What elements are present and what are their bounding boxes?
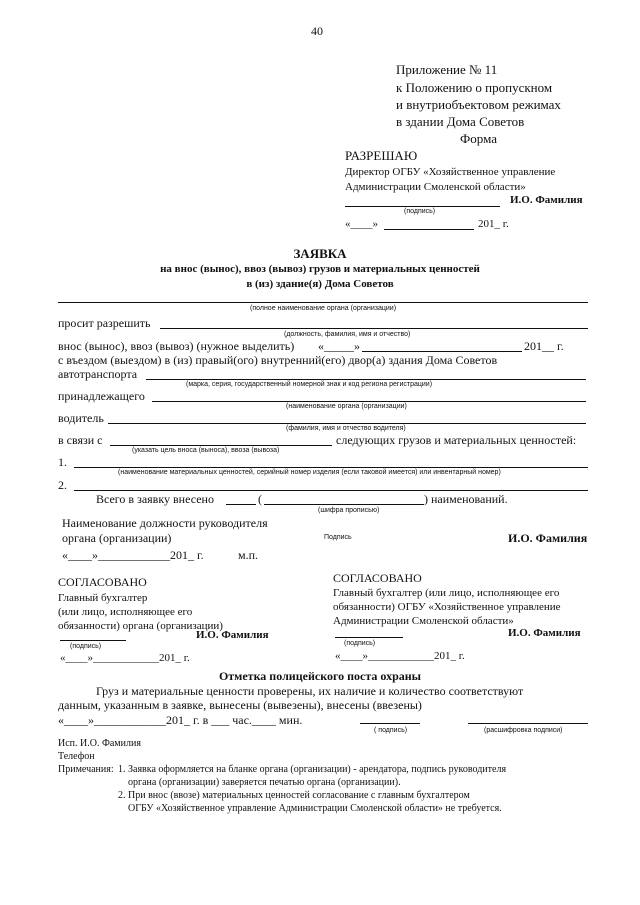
total-open-paren: ( [258, 492, 262, 506]
document-title: ЗАЯВКА [293, 246, 347, 261]
driver-line [108, 423, 586, 424]
approval-signature-line [345, 206, 500, 207]
agreed-right-name: И.О. Фамилия [508, 627, 581, 639]
total-count-line [226, 504, 256, 505]
document-subtitle-2: в (из) здание(я) Дома Советов [246, 278, 394, 290]
agreed-left-date: «____»____________201_ г. [60, 652, 190, 664]
agreed-right-line-2: обязанности) ОГБУ «Хозяйственное управление [333, 601, 561, 613]
agreed-right-line-1: Главный бухгалтер (или лицо, исполняющее его [333, 587, 560, 599]
police-decode-line [468, 723, 588, 724]
police-time: «____»____________201_ г. в ___ час.____ мин. [58, 713, 303, 727]
agreed-left-signature-line [60, 640, 126, 641]
approval-line-2: Администрации Смоленской области» [345, 181, 526, 193]
agreed-left-line-1: Главный бухгалтер [58, 592, 148, 604]
agreed-left-signature-caption: (подпись) [70, 643, 102, 650]
reason-tail: следующих грузов и материальных ценностей: [336, 433, 577, 447]
approval-line-1: Директор ОГБУ «Хозяйственное управление [345, 166, 556, 178]
page-number: 40 [311, 24, 323, 38]
appendix-line-2: к Положению о пропускном [396, 80, 553, 95]
appendix-line-4: в здании Дома Советов [396, 114, 525, 129]
vehicle-caption: (марка, серия, государственный номерной знак и код региона регистрации) [186, 381, 433, 388]
total-words-line [264, 504, 424, 505]
total-tail: ) наименований. [424, 492, 508, 506]
action-line: внос (вынос), ввоз (вывоз) (нужное выделить) [58, 339, 295, 353]
document-subtitle-1: на внос (вынос), ввоз (вывоз) грузов и материальных ценностей [160, 263, 480, 275]
notes-label: Примечания: [58, 764, 114, 775]
owner-caption: (наименование органа (организации) [286, 403, 407, 410]
request-caption: (должность, фамилия, имя и отчество) [284, 331, 411, 338]
agreed-right-title: СОГЛАСОВАНО [333, 571, 422, 585]
head-position-1: Наименование должности руководителя [62, 516, 268, 530]
police-signature-caption: ( подпись) [374, 727, 408, 734]
police-section-title: Отметка полицейского поста охраны [218, 669, 422, 683]
note-1-line-2: органа (организации) заверяется печатью органа (организации). [128, 777, 401, 788]
action-date-prefix: «_____» [318, 339, 360, 353]
note-2-line-1: 2. При внос (ввозе) материальных ценностей согласование с главным бухгалтером [118, 790, 470, 801]
note-1-line-1: 1. Заявка оформляется на бланке органа (организации) - арендатора, подпись руководителя [118, 764, 507, 775]
vehicle-label: автотранспорта [58, 367, 138, 381]
item-2-number: 2. [58, 478, 67, 492]
executor-phone: Телефон [58, 751, 95, 762]
item-1-number: 1. [58, 455, 67, 469]
action-date-line [362, 351, 522, 352]
organization-line [58, 302, 588, 303]
request-line [160, 328, 588, 329]
head-position-2: органа (организации) [62, 531, 172, 545]
vehicle-line [146, 379, 586, 380]
organization-caption: (полное наименование органа (организации) [250, 305, 397, 312]
agreed-right-date: «____»____________201_ г. [335, 650, 465, 662]
police-text-1: Груз и материальные ценности проверены, их наличие и количество соответствуют [96, 684, 524, 698]
reason-caption: (указать цель вноса (выноса), ввоза (вывоза) [132, 447, 280, 454]
approval-signature-caption: (подпись) [404, 208, 436, 215]
agreed-left-title: СОГЛАСОВАНО [58, 575, 147, 589]
agreed-left-line-3: обязанности) органа (организации) [58, 620, 223, 632]
stamp-label: м.п. [238, 548, 259, 562]
note-2-line-2: ОГБУ «Хозяйственное управление Администрации Смоленской области» не требуется. [128, 803, 502, 814]
total-label: Всего в заявку внесено [96, 492, 214, 506]
item-1-line [74, 467, 588, 468]
request-label: просит разрешить [58, 316, 151, 330]
agreed-left-name: И.О. Фамилия [196, 629, 269, 641]
driver-label: водитель [58, 411, 104, 425]
reason-label: в связи с [58, 433, 103, 447]
head-name: И.О. Фамилия [508, 531, 588, 545]
owner-line [152, 401, 586, 402]
police-decode-caption: (расшифровка подписи) [484, 727, 563, 734]
entry-line: с въездом (выездом) в (из) правый(ого) внутренний(его) двор(а) здания Дома Советов [58, 353, 498, 367]
reason-line [110, 445, 332, 446]
action-date-suffix: 201__ г. [524, 339, 564, 353]
approval-date-suffix: 201_ г. [478, 218, 509, 230]
police-text-2: данным, указанным в заявке, вынесены (вывезены), внесены (ввезены) [58, 698, 422, 712]
executor-name: Исп. И.О. Фамилия [58, 738, 141, 749]
approval-name: И.О. Фамилия [510, 194, 583, 206]
item-2-line [74, 490, 588, 491]
item-1-caption: (наименование материальных ценностей, серийный номер изделия (если таковой имеется) или инвентарный номер) [118, 469, 501, 476]
total-caption: (шифра прописью) [318, 507, 380, 514]
agreed-left-line-2: (или лицо, исполняющее его [58, 606, 193, 618]
driver-caption: (фамилия, имя и отчество водителя) [286, 425, 406, 432]
owner-label: принадлежащего [58, 389, 145, 403]
head-date: «____»____________201_ г. [62, 548, 204, 562]
form-label: Форма [460, 131, 497, 146]
approval-title: РАЗРЕШАЮ [345, 148, 418, 163]
police-signature-line [360, 723, 420, 724]
appendix-line-3: и внутриобъектовом режимах [396, 97, 561, 112]
approval-date-prefix: «____» [345, 218, 378, 230]
head-signature-label: Подпись [324, 534, 352, 541]
agreed-right-signature-line [335, 637, 403, 638]
approval-date-line [384, 229, 474, 230]
agreed-right-signature-caption: (подпись) [344, 640, 376, 647]
agreed-right-line-3: Администрации Смоленской области» [333, 615, 514, 627]
appendix-line-1: Приложение № 11 [396, 62, 498, 77]
